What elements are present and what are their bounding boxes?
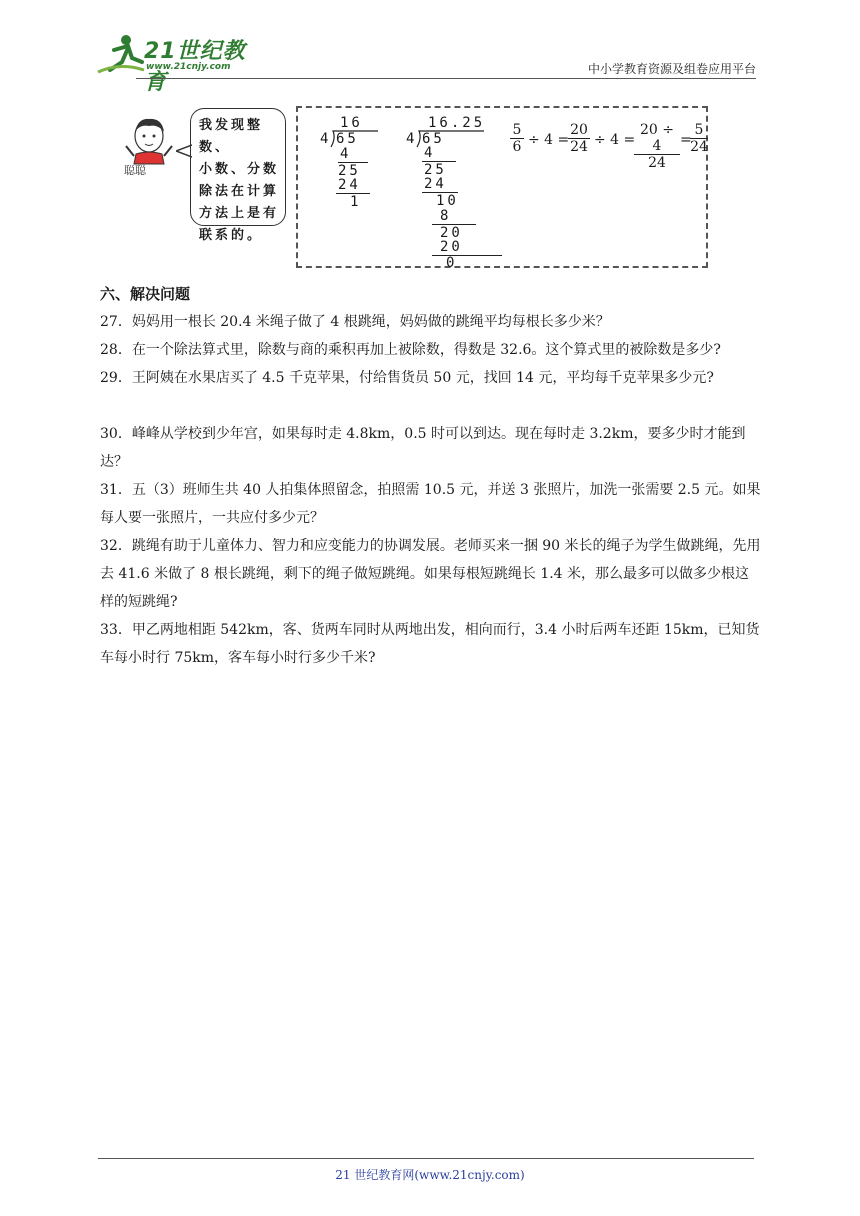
question-28: 28．在一个除法算式里，除数与商的乘积再加上被除数，得数是 32.6。这个算式里的被除数是多少? xyxy=(100,342,721,358)
long-division-integer xyxy=(320,115,380,210)
step: 8 xyxy=(440,208,452,224)
speech-bubble xyxy=(190,108,286,243)
logo-url-text: www.21cnjy.com xyxy=(146,62,231,72)
runner-logo-icon xyxy=(96,32,146,76)
section-title: 六、解决问题 xyxy=(100,285,191,303)
step: 24 xyxy=(338,177,361,193)
page-header xyxy=(96,28,756,95)
step: 4 xyxy=(340,146,352,162)
question-33: 33．甲乙两地相距 542km，客、货两车同时从两地出发，相向而行，3.4 小时后两车还距 15km，已知货车每小时行 75km，客车每小时行多少千米? xyxy=(100,622,760,666)
step: 24 xyxy=(424,176,447,192)
step: 10 xyxy=(436,193,459,209)
fraction-b xyxy=(568,122,590,155)
fraction-d xyxy=(690,122,708,155)
speech-line: 小数、分数 xyxy=(199,162,280,177)
header-platform-text: 中小学教育资源及组卷应用平台 xyxy=(587,62,756,76)
step: 25 xyxy=(338,163,361,179)
dividend: 65 xyxy=(422,131,445,147)
denominator: 24 xyxy=(568,138,590,155)
operator: = xyxy=(680,132,692,148)
speech-line: 方法上是有 xyxy=(199,206,280,221)
header-divider xyxy=(136,78,756,79)
problems-section xyxy=(100,280,762,672)
illustration xyxy=(118,104,710,270)
long-division-decimal xyxy=(406,115,506,271)
step: 20 xyxy=(440,225,463,241)
boy-character-icon xyxy=(118,112,180,192)
speech-line: 除法在计算 xyxy=(199,184,280,199)
divisor: 4 xyxy=(406,131,418,147)
step-rule xyxy=(432,255,502,256)
footer-link[interactable]: 21 世纪教育网(www.21cnjy.com) xyxy=(335,1168,525,1182)
step: 25 xyxy=(424,162,447,178)
step: 20 xyxy=(440,239,463,255)
quotient: 16 xyxy=(340,115,363,131)
numerator: 5 xyxy=(694,122,704,138)
denominator: 24 xyxy=(634,154,680,171)
site-logo[interactable] xyxy=(96,32,266,95)
quotient: 16.25 xyxy=(428,115,486,131)
numerator: 5 xyxy=(512,122,522,138)
character-name: 聪聪 xyxy=(124,164,146,177)
numerator: 20 ÷ 4 xyxy=(640,122,674,154)
numerator: 20 xyxy=(570,122,588,138)
logo-main-text: 21世纪教育 xyxy=(144,39,246,95)
divisor: 4 xyxy=(320,131,332,147)
question-32: 32．跳绳有助于儿童体力、智力和应变能力的协调发展。老师买来一捆 90 米长的绳子为学生做跳绳，先用去 41.6 米做了 8 根长跳绳，剩下的绳子做短跳绳。如果每根短跳绳长 1.4 米，那么最多可以做多少根这样的短跳绳? xyxy=(100,538,761,610)
step: 0 xyxy=(446,255,458,271)
question-30: 30．峰峰从学校到少年宫，如果每时走 4.8km，0.5 时可以到达。现在每时走 3.2km，要多少时才能到达？ xyxy=(100,426,746,470)
question-31: 31．五（3）班师生共 40 人拍集体照留念，拍照需 10.5 元，并送 3 张照片，加洗一张需要 2.5 元。如果每人要一张照片，一共应付多少元？ xyxy=(100,482,761,526)
dividend: 65 xyxy=(336,131,359,147)
operator: ÷ 4 = xyxy=(528,132,570,148)
denominator: 24 xyxy=(690,139,708,155)
question-27: 27．妈妈用一根长 20.4 米绳子做了 4 根跳绳，妈妈做的跳绳平均每根长多少米？ xyxy=(100,314,610,330)
speech-line: 联系的。 xyxy=(199,228,264,243)
denominator: 6 xyxy=(510,138,524,155)
footer-divider xyxy=(98,1158,754,1159)
step: 1 xyxy=(350,194,362,210)
fraction-calculation xyxy=(510,122,706,172)
fraction-c xyxy=(634,122,680,171)
fraction-a xyxy=(510,122,524,155)
answer-space xyxy=(100,392,762,420)
calculation-box xyxy=(296,106,708,271)
speech-line: 我发现整数、 xyxy=(199,118,264,155)
step: 4 xyxy=(424,145,436,161)
operator: ÷ 4 = xyxy=(594,132,636,148)
question-29: 29．王阿姨在水果店买了 4.5 千克苹果，付给售货员 50 元，找回 14 元，平均每千克苹果多少元? xyxy=(100,370,714,386)
